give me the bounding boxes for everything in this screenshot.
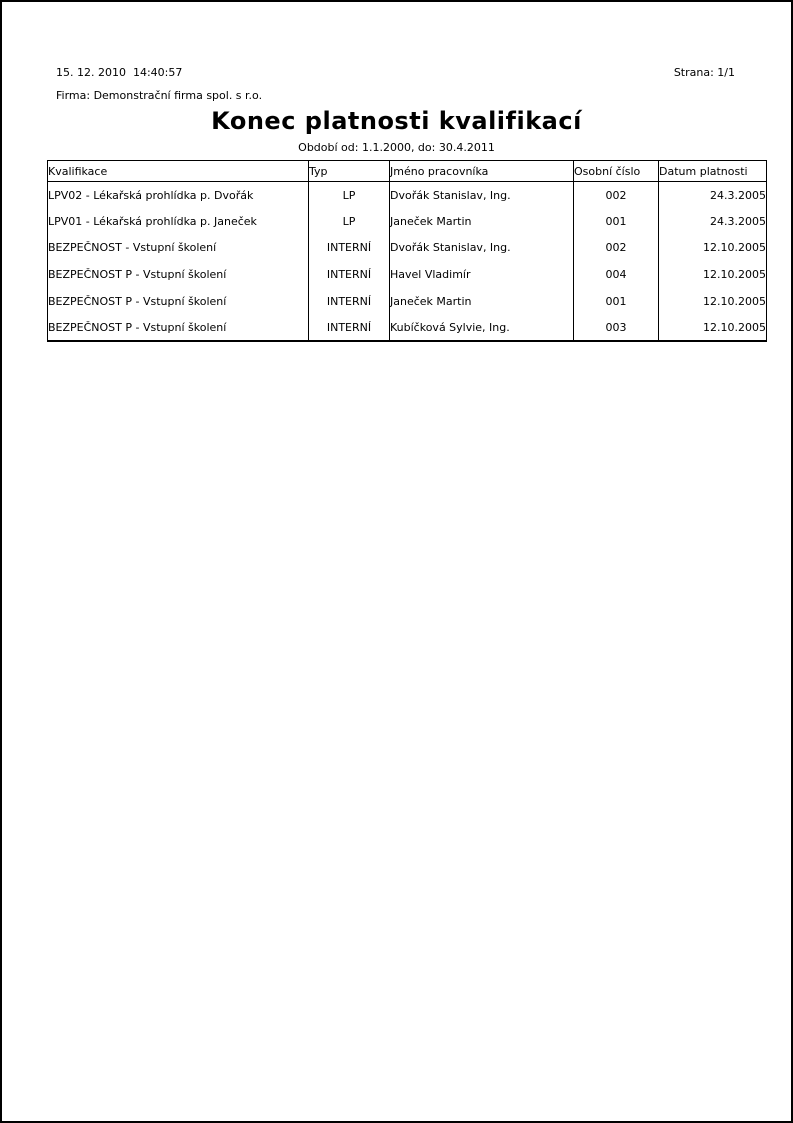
- cell-typ: LP: [309, 208, 390, 235]
- column-header-typ: Typ: [309, 161, 390, 182]
- company-name: Firma: Demonstrační firma spol. s r.o.: [56, 89, 263, 102]
- table-row: [48, 208, 767, 235]
- report-datetime: 15. 12. 2010 14:40:57: [56, 66, 183, 79]
- cell-osobni-cislo: 002: [574, 182, 659, 209]
- cell-osobni-cislo: 004: [574, 261, 659, 288]
- cell-kvalifikace: LPV01 - Lékařská prohlídka p. Janeček: [48, 214, 257, 228]
- cell-datum-platnosti: 24.3.2005: [659, 182, 767, 209]
- cell-jmeno: Janeček Martin: [390, 208, 574, 235]
- page-number: Strana: 1/1: [673, 66, 735, 79]
- cell-jmeno: Kubíčková Sylvie, Ing.: [390, 314, 574, 341]
- cell-datum-platnosti: 12.10.2005: [659, 235, 767, 262]
- column-header-datum-platnosti: Datum platnosti: [659, 161, 767, 182]
- cell-datum-platnosti: 24.3.2005: [659, 208, 767, 235]
- report-subtitle: Období od: 1.1.2000, do: 30.4.2011: [298, 141, 495, 154]
- table-row: [48, 235, 767, 262]
- table-header-row: [48, 161, 767, 182]
- cell-kvalifikace: BEZPEČNOST P - Vstupní školení: [48, 320, 227, 334]
- cell-datum-platnosti: 12.10.2005: [659, 261, 767, 288]
- table-row: [48, 288, 767, 315]
- cell-jmeno: Janeček Martin: [390, 288, 574, 315]
- cell-kvalifikace: LPV02 - Lékařská prohlídka p. Dvořák: [48, 188, 254, 202]
- table-row: [48, 182, 767, 209]
- cell-typ: INTERNÍ: [309, 235, 390, 262]
- cell-kvalifikace: BEZPEČNOST - Vstupní školení: [48, 241, 217, 255]
- cell-osobni-cislo: 003: [574, 314, 659, 341]
- column-header-kvalifikace: Kvalifikace: [48, 161, 309, 182]
- table-row: [48, 261, 767, 288]
- cell-typ: INTERNÍ: [309, 261, 390, 288]
- table-row: [48, 314, 767, 341]
- cell-typ: INTERNÍ: [309, 314, 390, 341]
- cell-kvalifikace: BEZPEČNOST P - Vstupní školení: [48, 268, 227, 282]
- cell-jmeno: Dvořák Stanislav, Ing.: [390, 182, 574, 209]
- cell-osobni-cislo: 001: [574, 288, 659, 315]
- cell-jmeno: Havel Vladimír: [390, 261, 574, 288]
- cell-datum-platnosti: 12.10.2005: [659, 314, 767, 341]
- cell-datum-platnosti: 12.10.2005: [659, 288, 767, 315]
- cell-jmeno: Dvořák Stanislav, Ing.: [390, 235, 574, 262]
- cell-typ: LP: [309, 182, 390, 209]
- cell-typ: INTERNÍ: [309, 288, 390, 315]
- qualifications-table: [47, 160, 767, 342]
- cell-kvalifikace: BEZPEČNOST P - Vstupní školení: [48, 294, 227, 308]
- column-header-osobni-cislo: Osobní číslo: [574, 161, 659, 182]
- column-header-jmeno-pracovnika: Jméno pracovníka: [390, 161, 574, 182]
- cell-osobni-cislo: 002: [574, 235, 659, 262]
- report-title: Konec platnosti kvalifikací: [211, 107, 582, 135]
- cell-osobni-cislo: 001: [574, 208, 659, 235]
